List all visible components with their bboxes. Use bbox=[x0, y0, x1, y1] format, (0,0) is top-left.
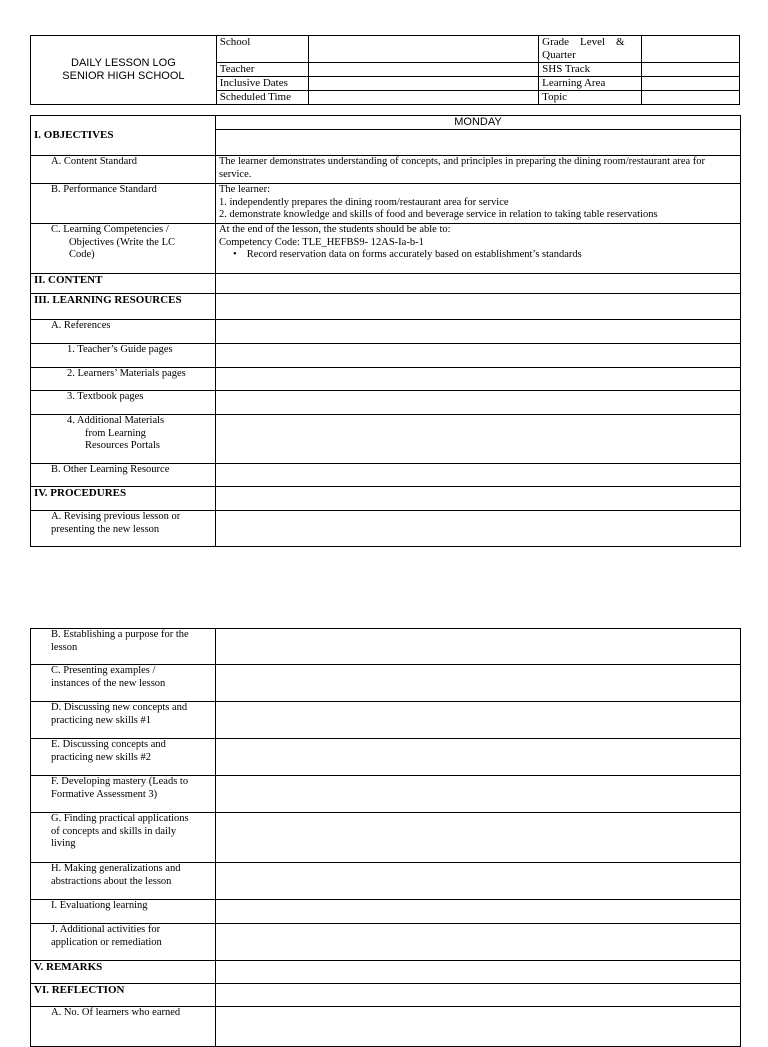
procedure-b-line-2: lesson bbox=[51, 641, 78, 653]
references-label: A. References bbox=[31, 320, 216, 344]
learning-area-value[interactable] bbox=[641, 77, 739, 91]
content-standard-text: The learner demonstrates understanding of concepts, and principles in preparing the dining room/restaurant area for service. bbox=[216, 156, 741, 184]
header-table bbox=[30, 35, 740, 105]
teachers-guide-cell[interactable] bbox=[216, 344, 741, 368]
procedure-d-line-1: D. Discussing new concepts and bbox=[51, 702, 188, 713]
reflection-heading: VI. REFLECTION bbox=[31, 984, 216, 1007]
procedures-heading: IV. PROCEDURES bbox=[31, 487, 216, 511]
scheduled-time-value[interactable] bbox=[309, 91, 539, 105]
grade-label-line-2: Quarter bbox=[542, 49, 576, 61]
competencies-label bbox=[31, 224, 216, 274]
procedure-f-line-1: F. Developing mastery (Leads to bbox=[51, 776, 189, 787]
procedure-e-line-1: E. Discussing concepts and bbox=[51, 739, 166, 750]
procedure-h-line-1: H. Making generalizations and bbox=[51, 863, 181, 874]
reflection-a-label bbox=[31, 1007, 216, 1047]
procedure-a-label bbox=[31, 511, 216, 547]
competency-bullet: • Record reservation data on forms accurately based on establishment’s standards bbox=[219, 249, 737, 262]
procedure-g-cell[interactable] bbox=[216, 813, 741, 863]
procedure-c-line-2: instances of the new lesson bbox=[51, 677, 166, 689]
procedure-g-line-2: of concepts and skills in daily bbox=[51, 825, 177, 837]
reflection-a-line-1: A. No. Of learners who earned bbox=[51, 1007, 181, 1018]
procedure-c-line-1: C. Presenting examples / bbox=[51, 665, 156, 676]
procedure-d-line-2: practicing new skills #1 bbox=[51, 714, 152, 726]
procedure-j-line-1: J. Additional activities for bbox=[51, 924, 161, 935]
grade-label-line-1: Grade Level & bbox=[542, 36, 625, 48]
procedure-g-label bbox=[31, 813, 216, 863]
lesson-log-title bbox=[31, 36, 217, 105]
other-resource-cell[interactable] bbox=[216, 464, 741, 487]
performance-line-2: 1. independently prepares the dining room/restaurant area for service bbox=[219, 196, 509, 208]
procedure-e-label bbox=[31, 739, 216, 776]
topic-value[interactable] bbox=[641, 91, 739, 105]
title-line-2: SENIOR HIGH SCHOOL bbox=[62, 70, 185, 82]
procedure-a-line-2: presenting the new lesson bbox=[51, 523, 160, 535]
procedure-f-line-2: Formative Assessment 3) bbox=[51, 788, 158, 800]
objectives-heading: I. OBJECTIVES bbox=[31, 116, 216, 156]
procedure-b-cell[interactable] bbox=[216, 629, 741, 665]
additional-materials-cell[interactable] bbox=[216, 415, 741, 464]
reflection-a-cell[interactable] bbox=[216, 1007, 741, 1047]
teacher-value[interactable] bbox=[309, 63, 539, 77]
lesson-table-page-1 bbox=[30, 115, 741, 547]
competencies-line-1: At the end of the lesson, the students should be able to: bbox=[219, 224, 451, 235]
school-value[interactable] bbox=[309, 36, 539, 63]
other-resource-label: B. Other Learning Resource bbox=[31, 464, 216, 487]
procedure-a-line-1: A. Revising previous lesson or bbox=[51, 511, 181, 522]
performance-standard-text bbox=[216, 184, 741, 224]
performance-line-3: 2. demonstrate knowledge and skills of food and beverage service in relation to taking table reservations bbox=[219, 209, 658, 220]
inclusive-dates-value[interactable] bbox=[309, 77, 539, 91]
competencies-label-line-3: Code) bbox=[69, 249, 95, 260]
content-heading: II. CONTENT bbox=[31, 274, 216, 294]
competencies-label-line-2: Objectives (Write the LC bbox=[69, 236, 175, 248]
remarks-heading: V. REMARKS bbox=[31, 961, 216, 984]
references-cell[interactable] bbox=[216, 320, 741, 344]
competencies-label-line-1: C. Learning Competencies / bbox=[51, 224, 169, 235]
procedures-cell[interactable] bbox=[216, 487, 741, 511]
learners-materials-label: 2. Learners’ Materials pages bbox=[31, 368, 216, 391]
procedure-e-cell[interactable] bbox=[216, 739, 741, 776]
procedure-g-line-1: G. Finding practical applications bbox=[51, 813, 189, 824]
additional-line-2: from Learning bbox=[85, 427, 146, 439]
teachers-guide-label: 1. Teacher’s Guide pages bbox=[31, 344, 216, 368]
procedure-i-label: I. Evaluationg learning bbox=[31, 900, 216, 924]
textbook-pages-label: 3. Textbook pages bbox=[31, 391, 216, 415]
performance-line-1: The learner: bbox=[219, 184, 271, 195]
competency-code: Competency Code: TLE_HEFBS9- 12AS-Ia-b-1 bbox=[219, 236, 424, 248]
school-label: School bbox=[216, 36, 308, 63]
learning-resources-cell[interactable] bbox=[216, 294, 741, 320]
content-standard-label: A. Content Standard bbox=[31, 156, 216, 184]
procedure-c-label bbox=[31, 665, 216, 702]
competencies-text bbox=[216, 224, 741, 274]
procedure-j-line-2: application or remediation bbox=[51, 936, 162, 948]
shs-track-value[interactable] bbox=[641, 63, 739, 77]
procedure-g-line-3: living bbox=[51, 838, 76, 849]
additional-line-3: Resources Portals bbox=[85, 440, 160, 451]
shs-track-label: SHS Track bbox=[539, 63, 641, 77]
procedure-a-cell[interactable] bbox=[216, 511, 741, 547]
procedure-j-cell[interactable] bbox=[216, 924, 741, 961]
teacher-label: Teacher bbox=[216, 63, 308, 77]
content-cell[interactable] bbox=[216, 274, 741, 294]
objectives-cell[interactable] bbox=[216, 130, 741, 156]
learners-materials-cell[interactable] bbox=[216, 368, 741, 391]
procedure-h-line-2: abstractions about the lesson bbox=[51, 875, 172, 887]
learning-resources-heading: III. LEARNING RESOURCES bbox=[31, 294, 216, 320]
scheduled-time-label: Scheduled Time bbox=[216, 91, 308, 105]
additional-line-1: 4. Additional Materials bbox=[67, 415, 165, 426]
additional-materials-label bbox=[31, 415, 216, 464]
procedure-e-line-2: practicing new skills #2 bbox=[51, 751, 152, 763]
grade-level-value[interactable] bbox=[641, 36, 739, 63]
procedure-h-label bbox=[31, 863, 216, 900]
procedure-i-cell[interactable] bbox=[216, 900, 741, 924]
title-line-1: DAILY LESSON LOG bbox=[71, 57, 176, 69]
procedure-h-cell[interactable] bbox=[216, 863, 741, 900]
learning-area-label: Learning Area bbox=[539, 77, 641, 91]
textbook-pages-cell[interactable] bbox=[216, 391, 741, 415]
procedure-j-label bbox=[31, 924, 216, 961]
performance-standard-label: B. Performance Standard bbox=[31, 184, 216, 224]
procedure-d-label bbox=[31, 702, 216, 739]
grade-level-label bbox=[539, 36, 641, 63]
topic-label: Topic bbox=[539, 91, 641, 105]
reflection-cell[interactable] bbox=[216, 984, 741, 1007]
procedure-b-label bbox=[31, 629, 216, 665]
procedure-c-cell[interactable] bbox=[216, 665, 741, 702]
inclusive-dates-label: Inclusive Dates bbox=[216, 77, 308, 91]
procedure-f-label bbox=[31, 776, 216, 813]
procedure-d-cell[interactable] bbox=[216, 702, 741, 739]
procedure-b-line-1: B. Establishing a purpose for the bbox=[51, 629, 189, 640]
day-header-monday: MONDAY bbox=[216, 116, 741, 130]
remarks-cell[interactable] bbox=[216, 961, 741, 984]
procedure-f-cell[interactable] bbox=[216, 776, 741, 813]
lesson-table-page-2 bbox=[30, 628, 741, 1047]
